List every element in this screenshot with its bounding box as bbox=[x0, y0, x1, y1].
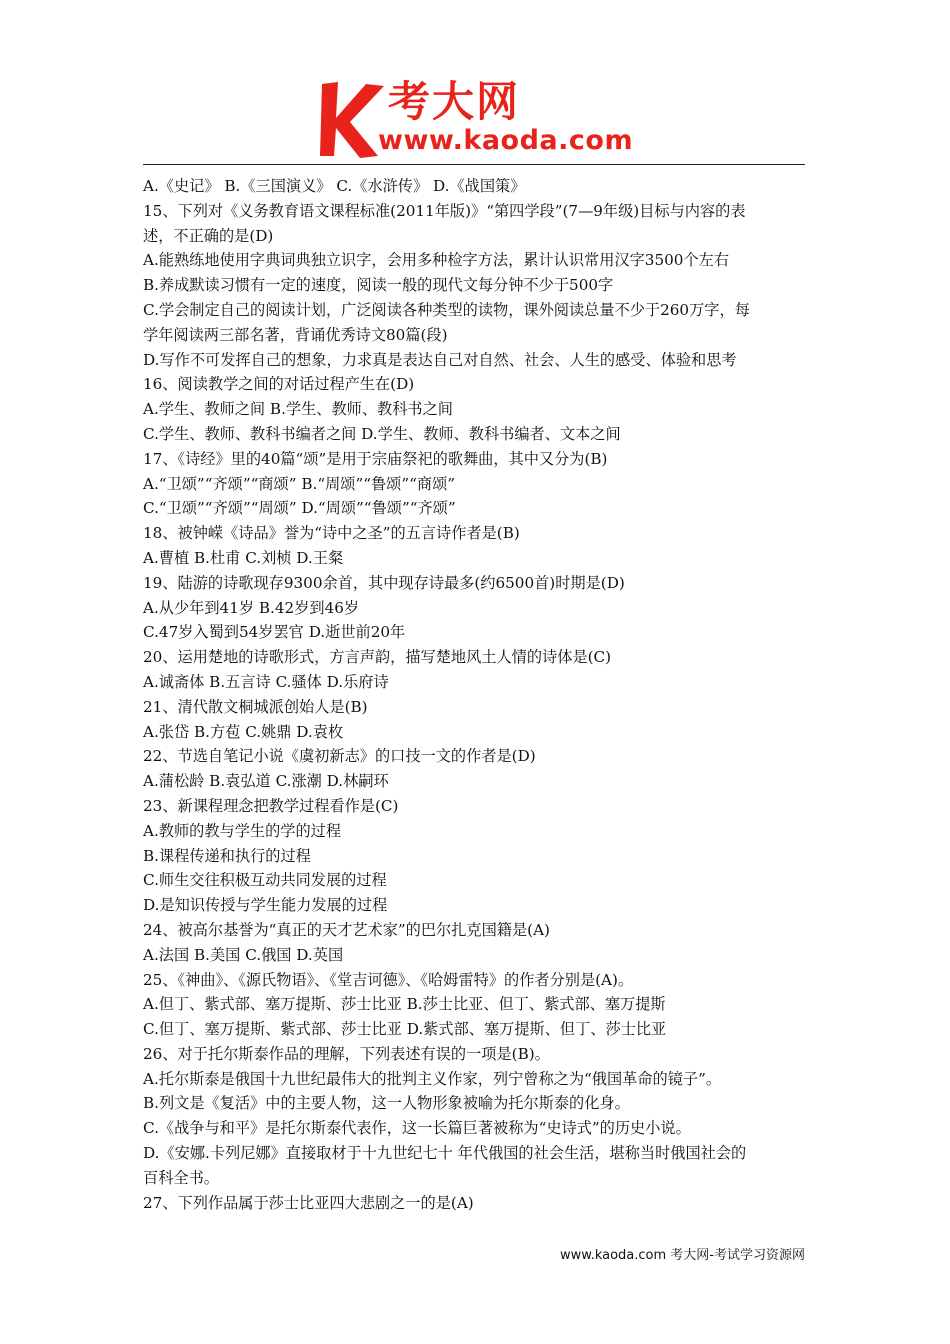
text-line: A.法国 B.美国 C.俄国 D.英国 bbox=[143, 945, 344, 964]
text-line: 19、陆游的诗歌现存9300余首，其中现存诗最多(约6500首)时期是(D) bbox=[143, 573, 625, 592]
logo-url-text: www.kaoda.com bbox=[378, 125, 634, 156]
text-line: D.《安娜.卡列尼娜》直接取材于十九世纪七十 年代俄国的社会生活，堪称当时俄国社会的 bbox=[143, 1144, 747, 1163]
text-line: C.47岁入蜀到54岁罢官 D.逝世前20年 bbox=[143, 623, 406, 642]
text-line: A.蒲松龄 B.袁弘道 C.涨潮 D.林嗣环 bbox=[143, 772, 389, 791]
text-line: A.张岱 B.方苞 C.姚鼎 D.袁枚 bbox=[143, 722, 344, 741]
text-line: A.学生、教师之间 B.学生、教师、教科书之间 bbox=[143, 400, 453, 419]
text-line: 27、下列作品属于莎士比亚四大悲剧之一的是(A) bbox=[143, 1193, 474, 1212]
text-line: C.学生、教师、教科书编者之间 D.学生、教师、教科书编者、文本之间 bbox=[143, 424, 621, 443]
text-line: A.“卫颂”“齐颂”“商颂” B.“周颂”“鲁颂”“商颂” bbox=[143, 474, 456, 493]
text-line: C.《战争与和平》是托尔斯泰代表作，这一长篇巨著被称为“史诗式”的历史小说。 bbox=[143, 1119, 691, 1138]
text-line: 述，不正确的是(D) bbox=[143, 226, 274, 245]
text-line: C.师生交往积极互动共同发展的过程 bbox=[143, 871, 387, 890]
logo-chinese-name: 考大网 bbox=[388, 77, 521, 126]
text-line: B.课程传递和执行的过程 bbox=[143, 846, 311, 865]
text-line: B.养成默读习惯有一定的速度，阅读一般的现代文每分钟不少于500字 bbox=[143, 276, 614, 295]
text-line: A.诚斋体 B.五言诗 C.骚体 D.乐府诗 bbox=[143, 672, 389, 691]
text-line: 24、被高尔基誉为“真正的天才艺术家”的巴尔扎克国籍是(A) bbox=[143, 920, 550, 939]
text-line: C.学会制定自己的阅读计划，广泛阅读各种类型的读物，课外阅读总量不少于260万字，每 bbox=[143, 300, 750, 319]
text-line: A.曹植 B.杜甫 C.刘桢 D.王粲 bbox=[143, 548, 344, 567]
text-line: 16、阅读教学之间的对话过程产生在(D) bbox=[143, 375, 415, 394]
text-line: A.但丁、紫式部、塞万提斯、莎士比亚 B.莎士比亚、但丁、紫式部、塞万提斯 bbox=[143, 995, 666, 1014]
header-divider bbox=[143, 164, 805, 165]
text-line: 学年阅读两三部名著，背诵优秀诗文80篇(段) bbox=[143, 325, 448, 344]
text-line: D.是知识传授与学生能力发展的过程 bbox=[143, 896, 388, 915]
text-line: 17、《诗经》里的40篇“颂”是用于宗庙祭祀的歌舞曲，其中又分为(B) bbox=[143, 449, 608, 468]
text-line: A.教师的教与学生的学的过程 bbox=[143, 821, 342, 840]
text-line: A.能熟练地使用字典词典独立识字，会用多种检字方法，累计认识常用汉字3500个左右 bbox=[143, 251, 730, 270]
text-line: 25、《神曲》、《源氏物语》、《堂吉诃德》、《哈姆雷特》的作者分别是(A)。 bbox=[143, 970, 634, 989]
text-line: 23、新课程理念把教学过程看作是(C) bbox=[143, 796, 399, 815]
text-line: A.《史记》 B.《三国演义》 C.《水浒传》 D.《战国策》 bbox=[143, 177, 526, 195]
text-line: 18、被钟嵘《诗品》誉为“诗中之圣”的五言诗作者是(B) bbox=[143, 524, 520, 543]
text-line: C.但丁、塞万提斯、紫式部、莎士比亚 D.紫式部、塞万提斯、但丁、莎士比亚 bbox=[143, 1020, 667, 1039]
text-line: 26、对于托尔斯泰作品的理解，下列表述有误的一项是(B)。 bbox=[143, 1044, 550, 1063]
page-footer: www.kaoda.com 考大网-考试学习资源网 bbox=[560, 1248, 805, 1263]
site-logo[interactable] bbox=[316, 78, 646, 160]
text-line: A.托尔斯泰是俄国十九世纪最伟大的批判主义作家，列宁曾称之为“俄国革命的镜子”。 bbox=[143, 1069, 722, 1088]
text-line: D.写作不可发挥自己的想象，力求真是表达自己对自然、社会、人生的感受、体验和思考 bbox=[143, 350, 737, 369]
text-line: 21、清代散文桐城派创始人是(B) bbox=[143, 697, 368, 716]
text-line: C.“卫颂”“齐颂”“周颂” D.“周颂”“鲁颂”“齐颂” bbox=[143, 499, 456, 518]
text-line: A.从少年到41岁 B.42岁到46岁 bbox=[143, 598, 360, 617]
text-line: 百科全书。 bbox=[143, 1168, 219, 1187]
text-line: B.列文是《复活》中的主要人物，这一人物形象被喻为托尔斯泰的化身。 bbox=[143, 1094, 630, 1113]
text-line: 22、节选自笔记小说《虞初新志》的口技一文的作者是(D) bbox=[143, 747, 536, 766]
text-line: 20、运用楚地的诗歌形式，方言声韵，描写楚地风土人情的诗体是(C) bbox=[143, 648, 612, 667]
text-line: 15、下列对《义务教育语文课程标准(2011年版)》“第四学段”(7—9年级)目标与内容的表 bbox=[143, 201, 746, 220]
document-body bbox=[143, 174, 811, 1215]
